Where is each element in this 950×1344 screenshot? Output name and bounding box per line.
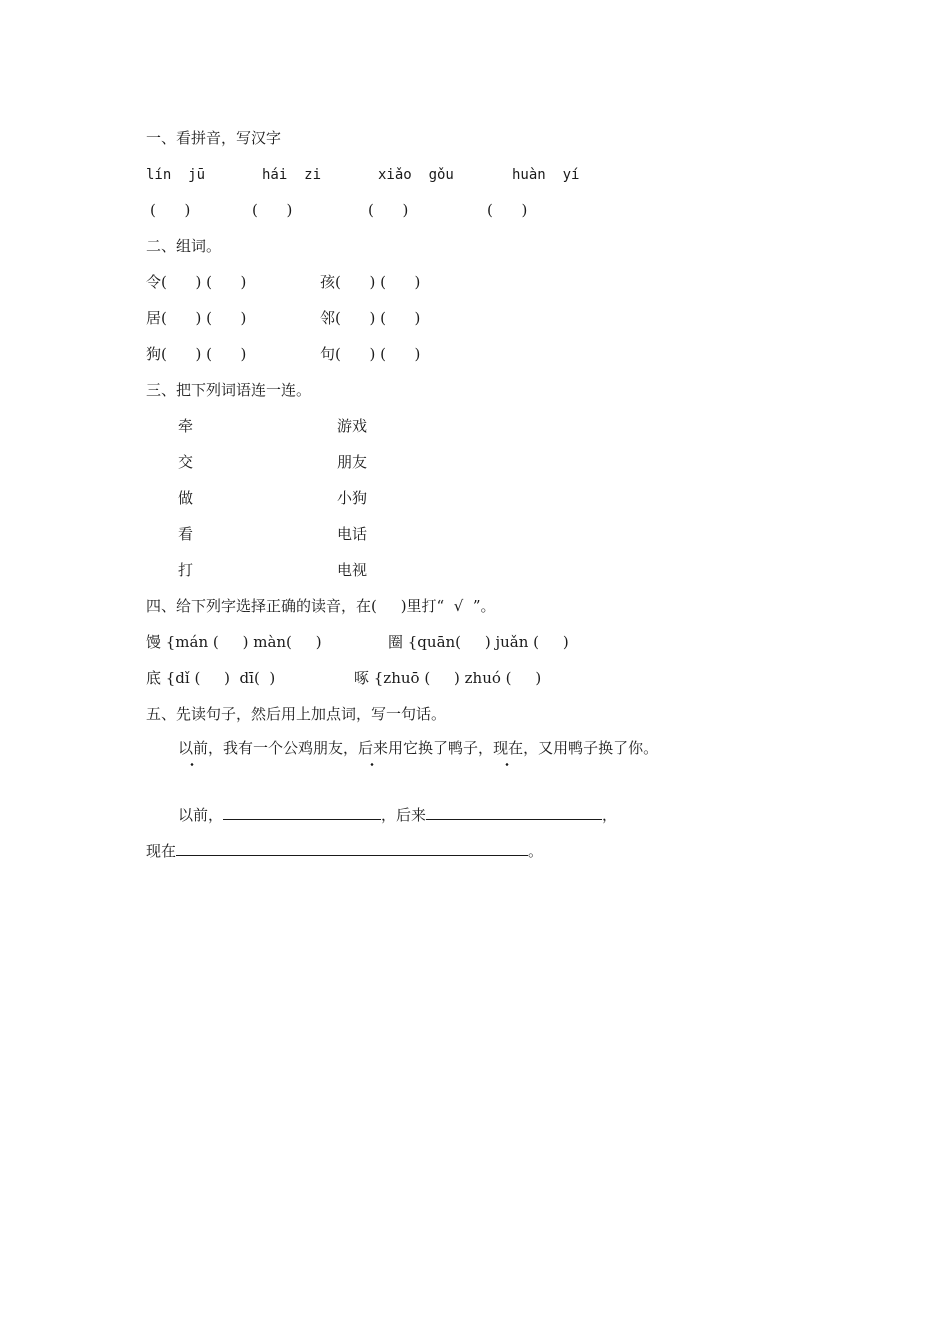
dotted-word-1: 以前 bbox=[178, 739, 209, 757]
match-left-1[interactable]: 牵 bbox=[178, 417, 194, 435]
reading-row-1-left[interactable]: 馒 {mán ( ) màn( ) bbox=[146, 633, 322, 651]
answer-blank-3[interactable]: ( ) bbox=[368, 201, 409, 219]
reading-row-1-right[interactable]: 圈 {quān( ) juǎn ( ) bbox=[388, 633, 569, 651]
match-right-1[interactable]: 游戏 bbox=[337, 417, 368, 435]
section-1-title: 一、看拼音，写汉字 bbox=[146, 129, 282, 147]
dotted-word-3: 现在 bbox=[493, 739, 524, 757]
match-right-3[interactable]: 小狗 bbox=[337, 489, 368, 507]
answer-blank-2[interactable]: ( ) bbox=[252, 201, 293, 219]
word-row-2-left[interactable]: 居( ) ( ) bbox=[146, 309, 247, 327]
example-sentence: 以前，我有一个公鸡朋友，后来用它换了鸭子，现在，又用鸭子换了你。 bbox=[178, 739, 659, 757]
fill-blank-2[interactable] bbox=[426, 803, 602, 820]
fill-blank-3[interactable] bbox=[176, 839, 528, 856]
word-row-3-left[interactable]: 狗( ) ( ) bbox=[146, 345, 247, 363]
dotted-word-2: 后来 bbox=[358, 739, 389, 757]
match-left-4[interactable]: 看 bbox=[178, 525, 194, 543]
word-row-1-left[interactable]: 令( ) ( ) bbox=[146, 273, 247, 291]
section-4-title: 四、给下列字选择正确的读音，在( )里打“ √ ”。 bbox=[146, 597, 496, 615]
word-row-2-right[interactable]: 邻( ) ( ) bbox=[320, 309, 421, 327]
section-5-title: 五、先读句子，然后用上加点词，写一句话。 bbox=[146, 705, 447, 723]
reading-row-2-left[interactable]: 底 {dǐ ( ) dī( ) bbox=[146, 669, 276, 687]
match-right-4[interactable]: 电话 bbox=[337, 525, 368, 543]
match-left-5[interactable]: 打 bbox=[178, 561, 194, 579]
pinyin-2: hái zi bbox=[262, 167, 322, 183]
pinyin-4: huàn yí bbox=[512, 167, 580, 183]
pinyin-3: xiǎo gǒu bbox=[378, 167, 454, 183]
word-row-3-right[interactable]: 句( ) ( ) bbox=[320, 345, 421, 363]
match-left-3[interactable]: 做 bbox=[178, 489, 194, 507]
pinyin-1: lín jū bbox=[146, 167, 206, 183]
match-left-2[interactable]: 交 bbox=[178, 453, 194, 471]
reading-row-2-right[interactable]: 啄 {zhuō ( ) zhuó ( ) bbox=[354, 669, 542, 687]
answer-blank-1[interactable]: ( ) bbox=[150, 201, 191, 219]
match-right-5[interactable]: 电视 bbox=[337, 561, 368, 579]
word-row-1-right[interactable]: 孩( ) ( ) bbox=[320, 273, 421, 291]
fill-blank-1[interactable] bbox=[223, 803, 381, 820]
fill-line-2: 现在 。 bbox=[146, 839, 543, 861]
answer-blank-4[interactable]: ( ) bbox=[487, 201, 528, 219]
match-right-2[interactable]: 朋友 bbox=[337, 453, 368, 471]
section-2-title: 二、组词。 bbox=[146, 237, 222, 255]
section-3-title: 三、把下列词语连一连。 bbox=[146, 381, 312, 399]
fill-line-1: 以前， ，后来 ， bbox=[178, 803, 617, 825]
